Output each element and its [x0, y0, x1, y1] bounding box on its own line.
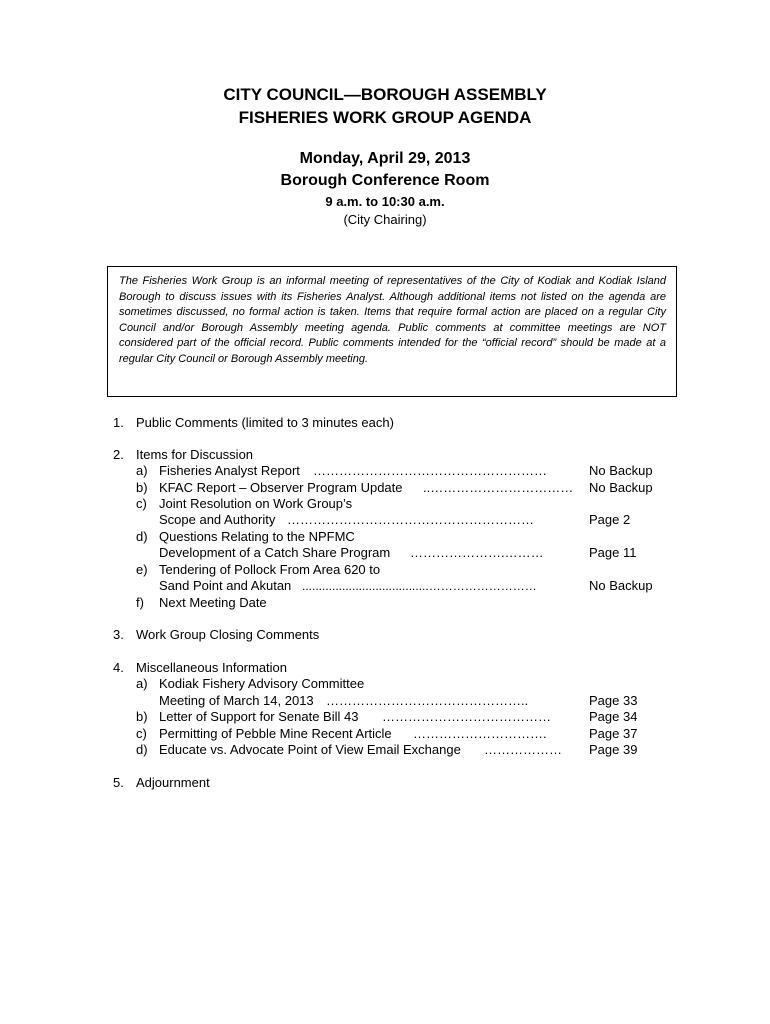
subitem-letter: e)	[136, 562, 148, 577]
subitem-text: Kodiak Fishery Advisory Committee	[159, 676, 365, 691]
page-reference: Page 11	[589, 545, 637, 560]
item-number: 5.	[113, 775, 124, 790]
subitem-text-cont: Scope and Authority	[159, 512, 276, 527]
item-number: 1.	[113, 415, 124, 430]
page-reference: Page 34	[589, 709, 638, 724]
subitem-text: Educate vs. Advocate Point of View Email Exchange	[159, 742, 461, 757]
dot-leader: …………………………………	[382, 709, 551, 724]
subitem-letter: f)	[136, 595, 144, 610]
subitem-text: Joint Resolution on Work Group’s	[159, 496, 353, 511]
dot-leader: …………………………………………………	[287, 512, 534, 527]
subitem-text-cont: Meeting of March 14, 2013	[159, 693, 314, 708]
notice-text: The Fisheries Work Group is an informal meeting of representatives of the City of Kodiak and Kodiak Island Borough to discuss issues with its Fisheries Analyst. Although additional items not listed on the agenda are sometimes discussed, no formal action is taken. Items that require formal action are placed on a regular City Council and/or Borough Assembly meeting agenda. Public comments at committee meetings are NOT considered part of the official record. Public comments intended for the “official record” should be made at a regular City Council or Borough Assembly meeting.	[119, 275, 666, 365]
dot-leader: ......................................………………………	[302, 579, 537, 593]
subitem-text: Tendering of Pollock From Area 620 to	[159, 562, 381, 577]
subitem-letter: a)	[136, 676, 148, 691]
item-text: Miscellaneous Information	[136, 660, 288, 675]
item-text: Adjournment	[136, 775, 210, 790]
item-text: Work Group Closing Comments	[136, 627, 320, 642]
subitem-letter: b)	[136, 709, 148, 724]
subitem-letter: d)	[136, 742, 148, 757]
meeting-time: 9 a.m. to 10:30 a.m.	[325, 194, 445, 209]
page-reference: Page 39	[589, 742, 638, 757]
title-line-1: CITY COUNCIL—BOROUGH ASSEMBLY	[223, 85, 547, 104]
item-text: Public Comments (limited to 3 minutes each)	[136, 415, 394, 430]
subitem-text: KFAC Report – Observer Program Update	[159, 480, 403, 495]
dot-leader: ………………………………………………	[313, 463, 547, 478]
page-reference: Page 33	[589, 693, 638, 708]
backup-reference: No Backup	[589, 578, 653, 593]
dot-leader: ………………	[484, 742, 562, 757]
page-reference: Page 37	[589, 726, 638, 741]
subitem-letter: d)	[136, 529, 148, 544]
item-number: 3.	[113, 627, 124, 642]
title-line-2: FISHERIES WORK GROUP AGENDA	[238, 108, 532, 127]
subitem-letter: b)	[136, 480, 148, 495]
backup-reference: No Backup	[589, 463, 653, 478]
dot-leader: ..……………………………	[423, 480, 574, 495]
meeting-chair: (City Chairing)	[343, 212, 427, 227]
subitem-text: Permitting of Pebble Mine Recent Article	[159, 726, 392, 741]
dot-leader: ………………………….	[413, 726, 547, 741]
subitem-text-cont: Sand Point and Akutan	[159, 578, 292, 593]
item-number: 4.	[113, 660, 124, 675]
backup-reference: No Backup	[589, 480, 653, 495]
subitem-text: Letter of Support for Senate Bill 43	[159, 709, 359, 724]
subitem-letter: c)	[136, 496, 147, 511]
dot-leader: ………………….………	[410, 545, 544, 560]
page-reference: Page 2	[589, 512, 631, 527]
item-text: Items for Discussion	[136, 447, 254, 462]
subitem-text: Next Meeting Date	[159, 595, 267, 610]
subitem-letter: a)	[136, 463, 148, 478]
item-number: 2.	[113, 447, 124, 462]
meeting-location: Borough Conference Room	[280, 172, 490, 189]
subitem-letter: c)	[136, 726, 147, 741]
subitem-text-cont: Development of a Catch Share Program	[159, 545, 391, 560]
meeting-date: Monday, April 29, 2013	[299, 150, 471, 167]
dot-leader: ………………………………………..	[326, 693, 529, 708]
subitem-text: Fisheries Analyst Report	[159, 463, 300, 478]
subitem-text: Questions Relating to the NPFMC	[159, 529, 355, 544]
